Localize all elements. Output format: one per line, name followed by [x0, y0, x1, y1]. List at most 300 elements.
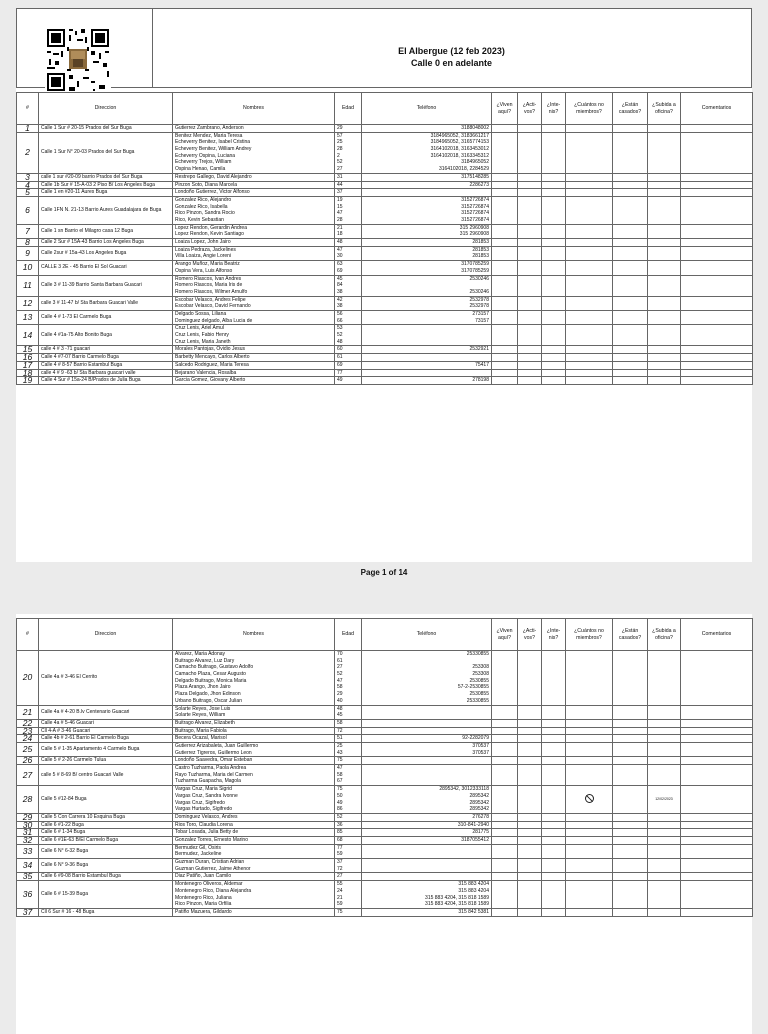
activos-cell: [518, 189, 542, 197]
viven-aqui-cell: [492, 239, 518, 247]
no-miembros-cell: [566, 132, 613, 173]
subida-oficina-cell: [648, 296, 681, 310]
table-row: [17, 189, 753, 197]
casados-cell: [613, 261, 648, 275]
person-name: Restrepo Gallego, David Alejandro: [175, 173, 252, 180]
comentarios-cell: [681, 859, 753, 873]
comentarios-cell: [681, 196, 753, 224]
casados-cell: [613, 873, 648, 881]
no-miembros-cell: [566, 246, 613, 260]
row-number: 32: [17, 836, 39, 844]
header-nombres: Nombres: [173, 93, 335, 125]
person-name: Castro Tuzharma, Paola Andrea: [175, 765, 247, 772]
row-number: 34: [17, 859, 39, 873]
casados-cell: [613, 908, 648, 916]
names-cell: [173, 821, 335, 829]
table-row: [17, 786, 753, 814]
interesados-cell: [542, 873, 566, 881]
viven-aqui-cell: [492, 719, 518, 727]
table-row: [17, 239, 753, 247]
person-phone: [364, 370, 489, 377]
interesados-cell: [542, 346, 566, 354]
person-name: Echeverry Ospina, Luciana: [175, 152, 236, 159]
address-cell: Calle 6 #9-08 Barrio Estambul Buga: [39, 873, 173, 881]
casados-cell: [613, 181, 648, 189]
phones-cell: [362, 844, 492, 858]
subida-oficina-cell: [648, 705, 681, 719]
document-title: [152, 45, 751, 69]
register-table-page-2: [16, 618, 753, 917]
address-cell: Calle 4 #7-07 Barrio Carmelo Buga: [39, 354, 173, 362]
row-number: 14: [17, 325, 39, 346]
address-cell: Calle 4a # 3-46 El Cerrito: [39, 651, 173, 706]
table-row: [17, 881, 753, 909]
person-name: Pinzon Soto, Diana Marcela: [175, 181, 237, 188]
person-name: Barbetty Mencayo, Carlos Alberto: [175, 354, 250, 361]
subida-oficina-cell: [648, 836, 681, 844]
subida-oficina-cell: [648, 173, 681, 181]
address-cell: calle 3 # 11-47 b/ Sta Barbara Guacari Valle: [39, 296, 173, 310]
ages-cell: [335, 275, 362, 296]
table-row: [17, 813, 753, 821]
viven-aqui-cell: [492, 361, 518, 369]
header-casados: ¿Están casados?: [613, 93, 648, 125]
person-age: 48: [337, 705, 343, 712]
phones-cell: [362, 224, 492, 238]
row-number: 17: [17, 361, 39, 369]
person-age: 27: [337, 166, 343, 173]
ages-cell: [335, 881, 362, 909]
person-name: Patiño Mazuera, Gildardo: [175, 908, 232, 915]
phones-cell: [362, 239, 492, 247]
ages-cell: [335, 239, 362, 247]
page-number: Page 1 of 14: [360, 568, 408, 577]
viven-aqui-cell: [492, 296, 518, 310]
subida-oficina-cell: [648, 651, 681, 706]
casados-cell: [613, 651, 648, 706]
names-cell: [173, 173, 335, 181]
table-row: [17, 859, 753, 873]
person-age: 44: [337, 181, 343, 188]
activos-cell: [518, 765, 542, 786]
subida-oficina-cell: [648, 735, 681, 743]
table-row: [17, 325, 753, 346]
interesados-cell: [542, 719, 566, 727]
person-name: Gonzalez Rico, Alejandro: [175, 196, 232, 203]
address-cell: Calle 4 # 8-57 Barrio Estambul Buga: [39, 361, 173, 369]
address-cell: Calle 4 # 1-73 El Carmelo Buga: [39, 310, 173, 324]
row-number: 23: [17, 727, 39, 735]
person-name: Alvarez, Maria Adonay: [175, 651, 226, 657]
names-cell: [173, 325, 335, 346]
person-phone: [364, 325, 489, 332]
names-cell: [173, 125, 335, 133]
activos-cell: [518, 705, 542, 719]
address-cell: Calle 5 # 2-26 Carmelo Tulua: [39, 757, 173, 765]
names-cell: [173, 735, 335, 743]
table-row: [17, 757, 753, 765]
person-phone: 92-2282079: [462, 735, 489, 742]
header-telefono: Teléfono: [362, 619, 492, 651]
person-age: 77: [337, 844, 343, 851]
person-phone: 2286273: [469, 181, 489, 188]
ages-cell: [335, 829, 362, 837]
subida-oficina-cell: [648, 354, 681, 362]
no-miembros-cell: [566, 310, 613, 324]
table-row: [17, 651, 753, 706]
viven-aqui-cell: [492, 377, 518, 385]
casados-cell: [613, 125, 648, 133]
address-cell: calle 1 sur #20-09 barrio Prados del Sur Buga: [39, 173, 173, 181]
person-name: Delgado Buitrago, Monica Maria: [175, 677, 247, 684]
interesados-cell: [542, 325, 566, 346]
person-age: 47: [337, 210, 343, 217]
activos-cell: [518, 310, 542, 324]
row-number: 22: [17, 719, 39, 727]
document-header: [16, 8, 752, 88]
person-age: 52: [337, 159, 343, 166]
comentarios-cell: [681, 742, 753, 756]
logo-cell: [17, 9, 153, 87]
comentarios-cell: [681, 813, 753, 821]
names-cell: [173, 189, 335, 197]
ages-cell: [335, 735, 362, 743]
activos-cell: [518, 859, 542, 873]
phones-cell: [362, 189, 492, 197]
person-name: Buitrago Alvarez, Luz Dary: [175, 657, 235, 664]
interesados-cell: [542, 705, 566, 719]
ages-cell: [335, 224, 362, 238]
table-row: [17, 310, 753, 324]
comentarios-cell: [681, 651, 753, 706]
header-viven-aqui: ¿Viven aquí?: [492, 619, 518, 651]
address-cell: Cll 4-A # 3-46 Guacari: [39, 727, 173, 735]
no-miembros-cell: [566, 813, 613, 821]
no-miembros-cell: [566, 369, 613, 377]
casados-cell: [613, 844, 648, 858]
person-name: Rico Pinzon, Sandra Rocio: [175, 210, 235, 217]
activos-cell: [518, 275, 542, 296]
phones-cell: [362, 296, 492, 310]
viven-aqui-cell: [492, 757, 518, 765]
qr-code-icon: [45, 27, 111, 93]
no-miembros-cell: [566, 757, 613, 765]
activos-cell: [518, 181, 542, 189]
phones-cell: [362, 361, 492, 369]
subida-oficina-cell: [648, 757, 681, 765]
activos-cell: [518, 377, 542, 385]
person-age: 52: [337, 813, 343, 820]
interesados-cell: [542, 908, 566, 916]
activos-cell: [518, 836, 542, 844]
person-age: 57: [337, 132, 343, 139]
names-cell: [173, 310, 335, 324]
casados-cell: [613, 173, 648, 181]
row-number: 6: [17, 196, 39, 224]
viven-aqui-cell: [492, 727, 518, 735]
no-miembros-cell: [566, 705, 613, 719]
table-row: [17, 836, 753, 844]
names-cell: [173, 354, 335, 362]
address-cell: Calle 4 #1a-75 Alto Bonito Buga: [39, 325, 173, 346]
person-age: 58: [337, 719, 343, 726]
viven-aqui-cell: [492, 354, 518, 362]
person-age: 53: [337, 325, 343, 332]
ages-cell: [335, 325, 362, 346]
subida-oficina-cell: [648, 246, 681, 260]
comentarios-cell: [681, 873, 753, 881]
ages-cell: [335, 844, 362, 858]
person-phone: [364, 189, 489, 196]
person-phone: 3152726874: [461, 217, 489, 223]
comentarios-cell: [681, 765, 753, 786]
activos-cell: [518, 719, 542, 727]
interesados-cell: [542, 727, 566, 735]
person-age: 45: [337, 712, 343, 719]
ages-cell: [335, 765, 362, 786]
address-cell: Calle 2 Sur # 15A-43 Barrio Los Angeles Buga: [39, 239, 173, 247]
viven-aqui-cell: [492, 246, 518, 260]
person-age: 37: [337, 859, 343, 866]
address-cell: Calle 4a # 4-20 B.lv Centenario Guacari: [39, 705, 173, 719]
person-name: Escobar Velasco, David Fernando: [175, 303, 251, 310]
interesados-cell: [542, 261, 566, 275]
comentarios-cell: [681, 757, 753, 765]
casados-cell: [613, 836, 648, 844]
activos-cell: [518, 361, 542, 369]
casados-cell: [613, 377, 648, 385]
person-name: Solarte Reyes, Jose Luis: [175, 705, 231, 712]
person-age: 69: [337, 267, 343, 274]
person-phone: 253308: [472, 664, 489, 671]
table-row: [17, 181, 753, 189]
ages-cell: [335, 727, 362, 735]
viven-aqui-cell: [492, 173, 518, 181]
row-number: 36: [17, 881, 39, 909]
person-phone: 3170785259: [461, 267, 489, 274]
names-cell: [173, 181, 335, 189]
person-name: Gutierrez Arizabaleta, Juan Guillermo: [175, 742, 259, 749]
person-phone: 3152726874: [461, 210, 489, 217]
title-line-1: El Albergue (12 feb 2023): [398, 46, 505, 56]
person-phone: 2532978: [469, 296, 489, 303]
casados-cell: [613, 705, 648, 719]
comentarios-cell: [681, 346, 753, 354]
person-phone: 2895342: [469, 799, 489, 806]
comentarios-cell: [681, 173, 753, 181]
ages-cell: [335, 786, 362, 814]
no-miembros-cell: [566, 719, 613, 727]
person-age: 66: [337, 317, 343, 324]
ages-cell: [335, 261, 362, 275]
ages-cell: [335, 181, 362, 189]
header-no-miembros: ¿Cuántos no miembros?: [566, 619, 613, 651]
phones-cell: [362, 377, 492, 385]
row-number: 1: [17, 125, 39, 133]
no-miembros-cell: [566, 224, 613, 238]
header-no-miembros: ¿Cuántos no miembros?: [566, 93, 613, 125]
person-name: Urbano Buitrago, Oscar Julian: [175, 697, 242, 704]
phones-cell: [362, 346, 492, 354]
casados-cell: [613, 813, 648, 821]
comentarios-cell: [681, 719, 753, 727]
no-miembros-cell: [566, 836, 613, 844]
person-age: 28: [337, 146, 343, 153]
person-phone: [364, 866, 489, 873]
viven-aqui-cell: [492, 132, 518, 173]
row-number: 37: [17, 908, 39, 916]
names-cell: [173, 275, 335, 296]
phones-cell: [362, 786, 492, 814]
viven-aqui-cell: [492, 859, 518, 873]
person-age: 69: [337, 361, 343, 368]
ages-cell: [335, 296, 362, 310]
subida-oficina-cell: [648, 377, 681, 385]
ages-cell: [335, 196, 362, 224]
person-name: Echeverry Benitez, William Andrey: [175, 146, 252, 153]
interesados-cell: [542, 132, 566, 173]
person-name: Gutierrez Tigreros, Guillermo Leon: [175, 749, 252, 756]
header-interesados: ¿Inte- nis?: [542, 619, 566, 651]
ages-cell: [335, 757, 362, 765]
viven-aqui-cell: [492, 742, 518, 756]
person-name: Vargas Cruz, Maria Sigrid: [175, 786, 232, 793]
header-casados: ¿Están casados?: [613, 619, 648, 651]
register-table-page-1: [16, 92, 753, 385]
person-name: Echeverry Trejos, William: [175, 159, 232, 166]
row-number: 24: [17, 735, 39, 743]
names-cell: [173, 786, 335, 814]
header-direccion: Direccion: [39, 93, 173, 125]
person-name: Benitez Mendez, Maria Teresa: [175, 132, 243, 139]
person-phone: 273157: [472, 310, 489, 317]
viven-aqui-cell: [492, 369, 518, 377]
person-age: 25: [337, 139, 343, 146]
comentarios-cell: [681, 705, 753, 719]
activos-cell: [518, 224, 542, 238]
phones-cell: [362, 813, 492, 821]
interesados-cell: [542, 757, 566, 765]
names-cell: [173, 651, 335, 706]
ages-cell: [335, 346, 362, 354]
ages-cell: [335, 189, 362, 197]
ages-cell: [335, 354, 362, 362]
interesados-cell: [542, 821, 566, 829]
person-age: 47: [337, 765, 343, 772]
person-age: 45: [337, 275, 343, 282]
ages-cell: [335, 125, 362, 133]
person-age: 28: [337, 217, 343, 223]
phones-cell: [362, 651, 492, 706]
names-cell: [173, 873, 335, 881]
person-phone: 3164102018, 3163453012: [430, 146, 489, 153]
comentarios-cell: [681, 239, 753, 247]
interesados-cell: [542, 239, 566, 247]
phones-cell: [362, 181, 492, 189]
activos-cell: [518, 125, 542, 133]
address-cell: Calle 6 N° 9-36 Buga: [39, 859, 173, 873]
row-number: 12: [17, 296, 39, 310]
person-age: 84: [337, 282, 343, 289]
casados-cell: [613, 189, 648, 197]
person-name: Vargas Cruz, Sandra Ivonne: [175, 792, 238, 799]
comentarios-cell: [681, 224, 753, 238]
phones-cell: [362, 325, 492, 346]
person-phone: 3164102018, 2284529: [438, 166, 489, 173]
subida-oficina-cell: [648, 239, 681, 247]
person-name: Tobar Losada, Julia Betty de: [175, 829, 239, 836]
activos-cell: [518, 813, 542, 821]
subida-oficina-cell: [648, 369, 681, 377]
viven-aqui-cell: [492, 836, 518, 844]
viven-aqui-cell: [492, 125, 518, 133]
casados-cell: [613, 239, 648, 247]
phones-cell: [362, 719, 492, 727]
activos-cell: [518, 727, 542, 735]
no-miembros-cell: [566, 296, 613, 310]
person-name: Escobar Velasco, Andres Felipe: [175, 296, 246, 303]
person-phone: 2530246: [469, 275, 489, 282]
ages-cell: [335, 836, 362, 844]
casados-cell: [613, 765, 648, 786]
person-name: Plaza Arango, Jhon Jairo: [175, 684, 231, 691]
casados-cell: [613, 735, 648, 743]
person-age: 85: [337, 829, 343, 836]
interesados-cell: [542, 361, 566, 369]
phones-cell: [362, 859, 492, 873]
person-phone: [364, 859, 489, 866]
person-phone: 3184965052, 3165774153: [430, 139, 489, 146]
phones-cell: [362, 742, 492, 756]
person-phone: 57-2-2530855: [457, 684, 489, 691]
subida-oficina-cell: [648, 813, 681, 821]
comentarios-cell: [681, 296, 753, 310]
comentarios-cell: [681, 727, 753, 735]
person-age: 58: [337, 684, 343, 691]
names-cell: [173, 196, 335, 224]
casados-cell: [613, 757, 648, 765]
interesados-cell: [542, 881, 566, 909]
activos-cell: [518, 908, 542, 916]
header-number: #: [17, 619, 39, 651]
table-row: [17, 727, 753, 735]
interesados-cell: [542, 844, 566, 858]
person-phone: 2530855: [469, 677, 489, 684]
phones-cell: [362, 246, 492, 260]
interesados-cell: [542, 829, 566, 837]
person-phone: 315 2960908: [459, 224, 489, 231]
ages-cell: [335, 705, 362, 719]
phones-cell: [362, 727, 492, 735]
person-age: 21: [337, 894, 343, 901]
table-row: [17, 354, 753, 362]
header-subida-oficina: ¿Subida a oficina?: [648, 619, 681, 651]
person-age: 72: [337, 865, 343, 872]
interesados-cell: [542, 196, 566, 224]
activos-cell: [518, 354, 542, 362]
comentarios-cell: [681, 325, 753, 346]
row-number: 13: [17, 310, 39, 324]
person-age: 48: [337, 239, 343, 246]
table-row: [17, 196, 753, 224]
row-number: 8: [17, 239, 39, 247]
person-name: Solarte Reyes, William: [175, 712, 226, 719]
comentarios-cell: [681, 908, 753, 916]
table-row: [17, 296, 753, 310]
no-miembros-cell: [566, 354, 613, 362]
person-age: 18: [337, 231, 343, 238]
person-name: Londoño Gutierrez, Victor Alfonso: [175, 189, 250, 196]
